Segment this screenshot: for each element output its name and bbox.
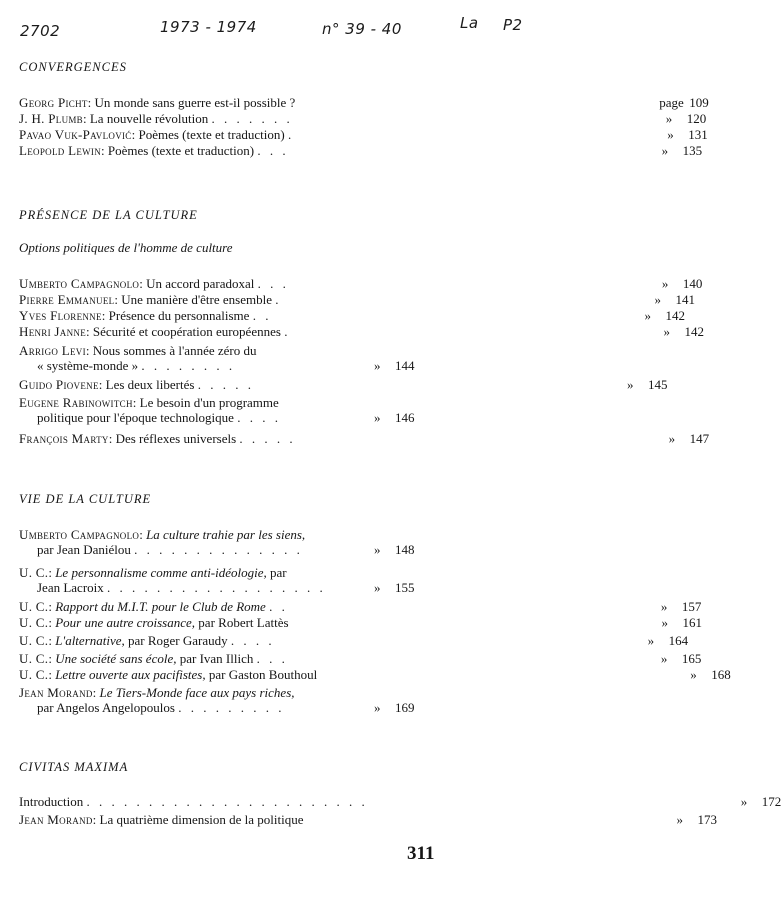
entry-author: Eugene Rabinowitch (19, 395, 133, 410)
leader-dots: . (275, 292, 282, 307)
toc-entry: Umberto Campagnolo: Un accord paradoxal . . . » 140 (19, 276, 703, 291)
section-subtitle: Options politiques de l'homme de culture (19, 240, 233, 255)
toc-entry: Leopold Lewin: Poèmes (texte et traduction) . . . » 135 (19, 143, 703, 158)
entry-title: Le besoin d'un programme (139, 395, 279, 410)
entry-title: Une société sans école, (55, 651, 177, 666)
toc-entry: U. C.: Lettre ouverte aux pacifistes, par Gaston Bouthoul » 168 (19, 667, 731, 682)
page-word: page (659, 95, 684, 110)
toc-entry: Jean Morand: Le Tiers-Monde face aux pays riches, par Angelos Angelopoulos . . . . . . . . . » 169 (19, 685, 415, 715)
entry-byline: par Roger Garaudy (128, 633, 228, 648)
leader-dots: . . . . . . . . . . . . . . . . . . . . . . . (86, 794, 368, 809)
entry-title: Le Tiers-Monde face aux pays riches, (99, 685, 295, 700)
toc-entry: Georg Picht: Un monde sans guerre est-il possible ? page 109 (19, 95, 709, 110)
ditto-mark: » (665, 111, 673, 126)
handwritten-note: La (460, 14, 479, 32)
ditto-mark: » (740, 794, 748, 809)
ditto-mark: » (663, 324, 670, 339)
entry-title: Rapport du M.I.T. pour le Club de Rome (55, 599, 266, 614)
ditto-mark: » (667, 127, 674, 142)
toc-entry: Jean Morand: La quatrième dimension de la politique » 173 (19, 812, 718, 827)
entry-title: La nouvelle révolution (89, 111, 209, 126)
ditto-mark: » (676, 812, 684, 827)
entry-title: Introduction (19, 794, 84, 809)
page-number: 142 (665, 308, 685, 323)
ditto-mark: » (626, 377, 634, 392)
page-number: 168 (711, 667, 731, 682)
page-number: 172 (761, 794, 781, 809)
entry-byline: par Ivan Illich (179, 651, 254, 666)
ditto-mark: » (374, 358, 381, 373)
handwritten-note: 2702 (20, 22, 61, 40)
page-number: 109 (689, 95, 709, 110)
entry-author: Umberto Campagnolo (19, 527, 140, 542)
page-number: 169 (395, 700, 415, 715)
page-number: 135 (682, 143, 703, 158)
entry-author: Jean Morand (19, 812, 93, 827)
ditto-mark: » (647, 633, 655, 648)
ditto-mark: » (690, 667, 697, 682)
ditto-mark: » (644, 308, 651, 323)
section-title-convergences: CONVERGENCES (19, 60, 127, 74)
entry-byline: par Angelos Angelopoulos (37, 700, 175, 715)
leader-dots: . . (269, 599, 288, 614)
entry-author: J. H. Plumb (19, 111, 83, 126)
entry-byline: par Gaston Bouthoul (208, 667, 318, 682)
ditto-mark: » (374, 410, 381, 425)
entry-title: Sécurité et coopération européennes (92, 324, 281, 339)
toc-entry: Henri Janne: Sécurité et coopération européennes . » 142 (19, 324, 704, 339)
entry-title: L'alternative, (55, 633, 125, 648)
ditto-mark: » (661, 615, 669, 630)
toc-entry: J. H. Plumb: La nouvelle révolution . . . . . . . » 120 (19, 111, 707, 126)
toc-entry: U. C.: Pour une autre croissance, par Robert Lattès » 161 (19, 615, 703, 630)
toc-entry: Umberto Campagnolo: La culture trahie par les siens, par Jean Daniélou . . . . . . . . . . . . . . » 148 (19, 527, 415, 557)
section-title-civitas: CIVITAS MAXIMA (19, 760, 129, 774)
folio-page-number: 311 (407, 843, 435, 864)
page-number: 155 (395, 580, 415, 595)
entry-title: Présence du personnalisme (108, 308, 250, 323)
handwritten-note: 1973 - 1974 (160, 18, 257, 36)
entry-author: U. C. (19, 565, 49, 580)
page-number: 145 (647, 377, 668, 392)
toc-entry: François Marty: Des réflexes universels . . . . . » 147 (19, 431, 710, 446)
ditto-mark: » (374, 542, 381, 557)
ditto-mark: » (374, 580, 381, 595)
entry-title: Poèmes (texte et traduction) (107, 143, 255, 158)
ditto-mark: » (660, 599, 668, 614)
page-number: 120 (686, 111, 707, 126)
ditto-mark: » (661, 143, 669, 158)
entry-author: U. C. (19, 651, 49, 666)
page-number: 148 (395, 542, 415, 557)
toc-entry: Arrigo Levi: Nous sommes à l'année zéro du « système-monde » . . . . . . . . » 144 (19, 343, 415, 373)
page-number: 146 (395, 410, 415, 425)
entry-title: Un accord paradoxal (146, 276, 255, 291)
leader-dots: . . . . . . . . . . . . . . . . . . (107, 580, 326, 595)
ditto-mark: » (660, 651, 668, 666)
entry-byline: par (270, 565, 287, 580)
entry-title: Lettre ouverte aux pacifistes, (55, 667, 206, 682)
leader-dots: . (284, 324, 291, 339)
section-title-vie: VIE DE LA CULTURE (19, 492, 152, 506)
entry-title: Un monde sans guerre est-il possible ? (94, 95, 296, 110)
leader-dots: . . . . . . . . (141, 358, 236, 373)
entry-author: U. C. (19, 667, 49, 682)
toc-entry: Eugene Rabinowitch: Le besoin d'un programme politique pour l'époque technologique . . . . » 146 (19, 395, 415, 425)
toc-entry: U. C.: Le personnalisme comme anti-idéologie, par Jean Lacroix . . . . . . . . . . . . . . . . . . » 155 (19, 565, 415, 595)
page-number: 164 (668, 633, 689, 648)
entry-title: Le personnalisme comme anti-idéologie, (55, 565, 267, 580)
leader-dots: . (287, 127, 295, 142)
toc-entry: Guido Piovene: Les deux libertés . . . . . » 145 (19, 377, 668, 392)
page-number: 141 (675, 292, 695, 307)
leader-dots: . . . . . (197, 377, 254, 392)
page-number: 144 (395, 358, 415, 373)
entry-author: U. C. (19, 599, 49, 614)
leader-dots: . . . . . . . (211, 111, 293, 126)
page-number: 173 (697, 812, 718, 827)
entry-author: Leopold Lewin (19, 143, 102, 158)
page-number: 131 (688, 127, 708, 142)
ditto-mark: » (374, 700, 381, 715)
entry-title: Nous sommes à l'année zéro du (92, 343, 257, 358)
entry-title-continued: « système-monde » (37, 358, 139, 373)
entry-byline: par Robert Lattès (198, 615, 289, 630)
page-number: 165 (681, 651, 702, 666)
entry-title: Pour une autre croissance, (55, 615, 196, 630)
leader-dots: . . . . . . . . . (178, 700, 285, 715)
entry-byline: par Jean Daniélou (37, 542, 131, 557)
section-title-presence: PRÉSENCE DE LA CULTURE (19, 208, 198, 222)
entry-title: Les deux libertés (105, 377, 195, 392)
ditto-mark: » (668, 431, 676, 446)
leader-dots: . . . (256, 651, 288, 666)
page-number: 157 (681, 599, 702, 614)
entry-title: La quatrième dimension de la politique (99, 812, 304, 827)
handwritten-note: n° 39 - 40 (322, 20, 402, 38)
leader-dots: . . (252, 308, 272, 323)
entry-author: Pierre Emmanuel (19, 292, 115, 307)
page-number: 161 (682, 615, 703, 630)
entry-title: Poèmes (texte et traduction) (138, 127, 285, 142)
page-number: 140 (682, 276, 703, 291)
entry-author: Yves Florenne (19, 308, 102, 323)
entry-author: Henri Janne (19, 324, 86, 339)
entry-author: Jean Morand (19, 685, 93, 700)
entry-title: Une manière d'être ensemble (121, 292, 272, 307)
ditto-mark: » (654, 292, 661, 307)
leader-dots: . . . . (230, 633, 275, 648)
toc-entry (19, 794, 781, 809)
page-number: 147 (689, 431, 710, 446)
toc-entry: Yves Florenne: Présence du personnalisme . . » 142 (19, 308, 685, 323)
entry-author: Pavao Vuk-Pavlović (19, 127, 132, 142)
handwritten-note: P2 (503, 16, 523, 34)
toc-entry: Pierre Emmanuel: Une manière d'être ensemble . » 141 (19, 292, 695, 307)
entry-author: U. C. (19, 633, 49, 648)
entry-byline-continued: Jean Lacroix (37, 580, 104, 595)
entry-author: Umberto Campagnolo (19, 276, 140, 291)
leader-dots: . . . . . . . . . . . . . . (134, 542, 303, 557)
entry-author: Georg Picht (19, 95, 88, 110)
entry-author: Guido Piovene (19, 377, 99, 392)
entry-title-continued: politique pour l'époque technologique (37, 410, 234, 425)
entry-title: Des réflexes universels (115, 431, 237, 446)
toc-entry: U. C.: L'alternative, par Roger Garaudy . . . . » 164 (19, 633, 689, 648)
leader-dots: . . . . . (239, 431, 296, 446)
leader-dots: . . . . (237, 410, 281, 425)
page-number: 142 (684, 324, 704, 339)
toc-entry: Pavao Vuk-Pavlović: Poèmes (texte et traduction) . » 131 (19, 127, 708, 142)
toc-entry: U. C.: Rapport du M.I.T. pour le Club de Rome . . » 157 (19, 599, 702, 614)
entry-author: U. C. (19, 615, 49, 630)
toc-entry: U. C.: Une société sans école, par Ivan Illich . . . » 165 (19, 651, 702, 666)
entry-author: François Marty (19, 431, 109, 446)
ditto-mark: » (661, 276, 669, 291)
leader-dots: . . . (257, 276, 289, 291)
entry-author: Arrigo Levi (19, 343, 86, 358)
leader-dots: . . . (257, 143, 289, 158)
entry-title: La culture trahie par les siens, (146, 527, 306, 542)
